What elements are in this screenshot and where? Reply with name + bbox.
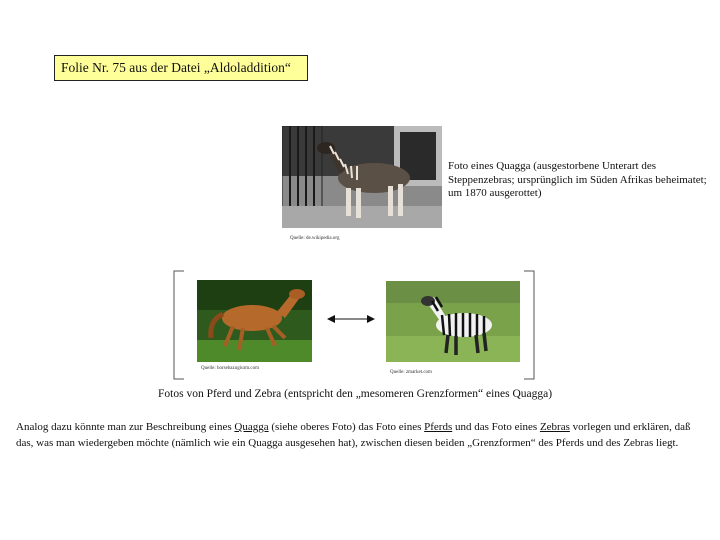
comparison-caption: Fotos von Pferd und Zebra (entspricht den „mesomeren Grenzformen“ eines Quagga) bbox=[158, 388, 553, 400]
paragraph-part-3: und das Foto eines bbox=[452, 421, 540, 433]
quagga-photo bbox=[282, 126, 442, 228]
zebra-photo-source: Quelle: zmarket.com bbox=[390, 370, 432, 375]
quagga-caption: Foto eines Quagga (ausgestorbene Unterart des Steppenzebras; ursprünglich im Süden Afrikas beheimatet; um 1870 ausgerottet) bbox=[448, 160, 707, 199]
pferds-link[interactable]: Pferds bbox=[424, 421, 453, 433]
slide-title: Folie Nr. 75 aus der Datei „Aldoladdition“ bbox=[54, 55, 308, 81]
double-arrow-icon bbox=[327, 312, 375, 326]
horse-photo bbox=[197, 280, 312, 362]
explanation-paragraph bbox=[16, 420, 706, 451]
paragraph-part-4: vorlegen und erklären, daß das, was man wiedergeben möchte (nämlich wie ein Quagga ausgesehen hat), zwischen diesen beiden „Grenzformen“ des Pferds und des Zebras liegt. bbox=[16, 421, 691, 449]
paragraph-part-2: (siehe oberes Foto) das Foto eines bbox=[268, 421, 425, 433]
paragraph-part-1: Analog dazu könnte man zur Beschreibung eines bbox=[16, 421, 235, 433]
zebra-photo bbox=[386, 281, 520, 362]
quagga-photo-source: Quelle: de.wikipedia.org bbox=[290, 236, 340, 241]
zebras-link[interactable]: Zebras bbox=[539, 421, 570, 433]
horse-photo-source: Quelle: horsebazugiurm.com bbox=[201, 366, 260, 371]
quagga-link[interactable]: Quagga bbox=[234, 421, 269, 433]
